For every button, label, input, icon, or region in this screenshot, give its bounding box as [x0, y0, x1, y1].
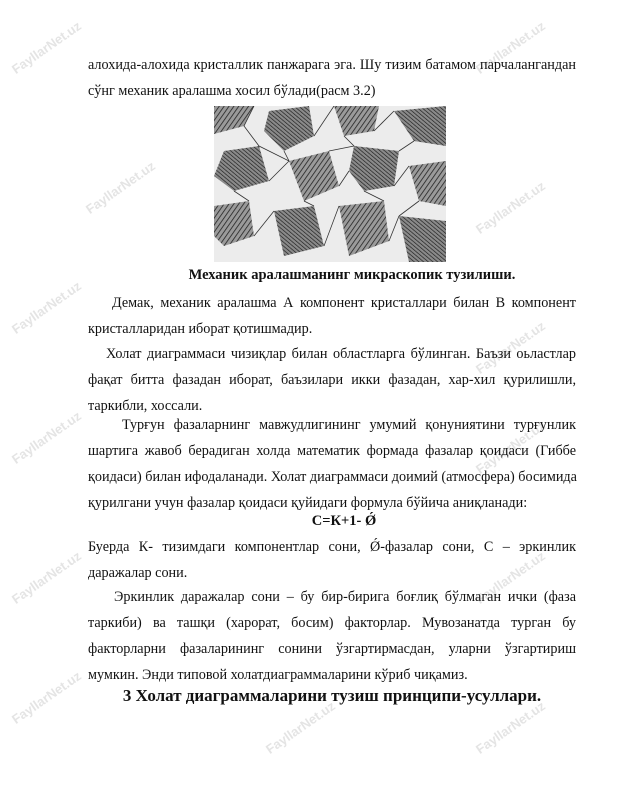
text-line: таркибли, хоссали. [88, 398, 203, 414]
watermark: FayllarNet.uz [473, 178, 548, 237]
watermark: FayllarNet.uz [9, 548, 84, 607]
watermark: FayllarNet.uz [473, 318, 548, 377]
paragraph-2 [88, 341, 576, 419]
text-line: Эркинлик даражалар сони – бу бир-бирига боғлиқ бўлмаган ички (фаза [114, 589, 576, 605]
micrograph-image [214, 106, 446, 262]
text-line: фақат битта фазадан иборат, баъзилари икки фазадан, хар-хил қурилишли, [88, 372, 576, 388]
watermark: FayllarNet.uz [9, 668, 84, 727]
watermark: FayllarNet.uz [9, 18, 84, 77]
paragraph-1 [88, 290, 576, 342]
watermark: FayllarNet.uz [473, 418, 548, 477]
watermark: FayllarNet.uz [473, 698, 548, 757]
text-line: мумкин. Энди типовой холатдиаграммаларини кўриб чиқамиз. [88, 667, 468, 683]
watermark: FayllarNet.uz [473, 18, 548, 77]
text-line: сўнг механик аралашма хосил бўлади(расм 3.2) [88, 83, 376, 99]
section-heading: 3 Холат диаграммаларини тузиш принципи-усуллари. [122, 686, 542, 705]
watermark: FayllarNet.uz [83, 158, 158, 217]
text-line: алохида-алохида кристаллик панжарага эга. Шу тизим батамом парчалангандан [88, 57, 576, 73]
watermark: FayllarNet.uz [473, 548, 548, 607]
text-line: таркиби) ва ташқи (харорат, босим) факторлар. Мувозанатда турган бу [88, 615, 576, 631]
paragraph-intro [88, 52, 576, 104]
text-line: Холат диаграммаси чизиқлар билан областларга бўлинган. Баъзи оьластлар [106, 346, 576, 362]
paragraph-5 [88, 584, 576, 688]
text-line: қурилгани учун фазалар қоидаси қуйидаги формула бўйича аниқланади: [88, 495, 528, 511]
watermark: FayllarNet.uz [9, 278, 84, 337]
text-line: кристалларидан иборат қотишмадир. [88, 321, 313, 337]
watermark: FayllarNet.uz [9, 408, 84, 467]
figure-caption: Механик аралашманинг микраскопик тузилиши. [188, 267, 516, 283]
formula: С=К+1- Ǿ [311, 513, 377, 529]
watermark: FayllarNet.uz [263, 698, 338, 757]
text-line: Демак, механик аралашма А компонент кристаллари билан В компонент [112, 295, 576, 311]
text-line: шартига жавоб берадиган холда математик формада фазалар қоидаси (Гиббе [88, 443, 576, 459]
text-line: қоидаси) билан ифодаланади. Холат диаграммаси доимий (атмосфера) босимида [88, 469, 577, 485]
text-line: факторларни фазаларининг сонини ўзгартирмасдан, уларни ўзгартириш [88, 641, 576, 657]
paragraph-3 [88, 412, 576, 516]
text-line: Буерда К- тизимдаги компонентлар сони, Ǿ-фазалар сони, С – эркинлик [88, 539, 576, 555]
text-line: даражалар сони. [88, 565, 188, 581]
text-line: Турғун фазаларнинг мавжудлигининг умумий қонуниятини турғунлик [122, 417, 576, 433]
paragraph-4 [88, 534, 576, 586]
